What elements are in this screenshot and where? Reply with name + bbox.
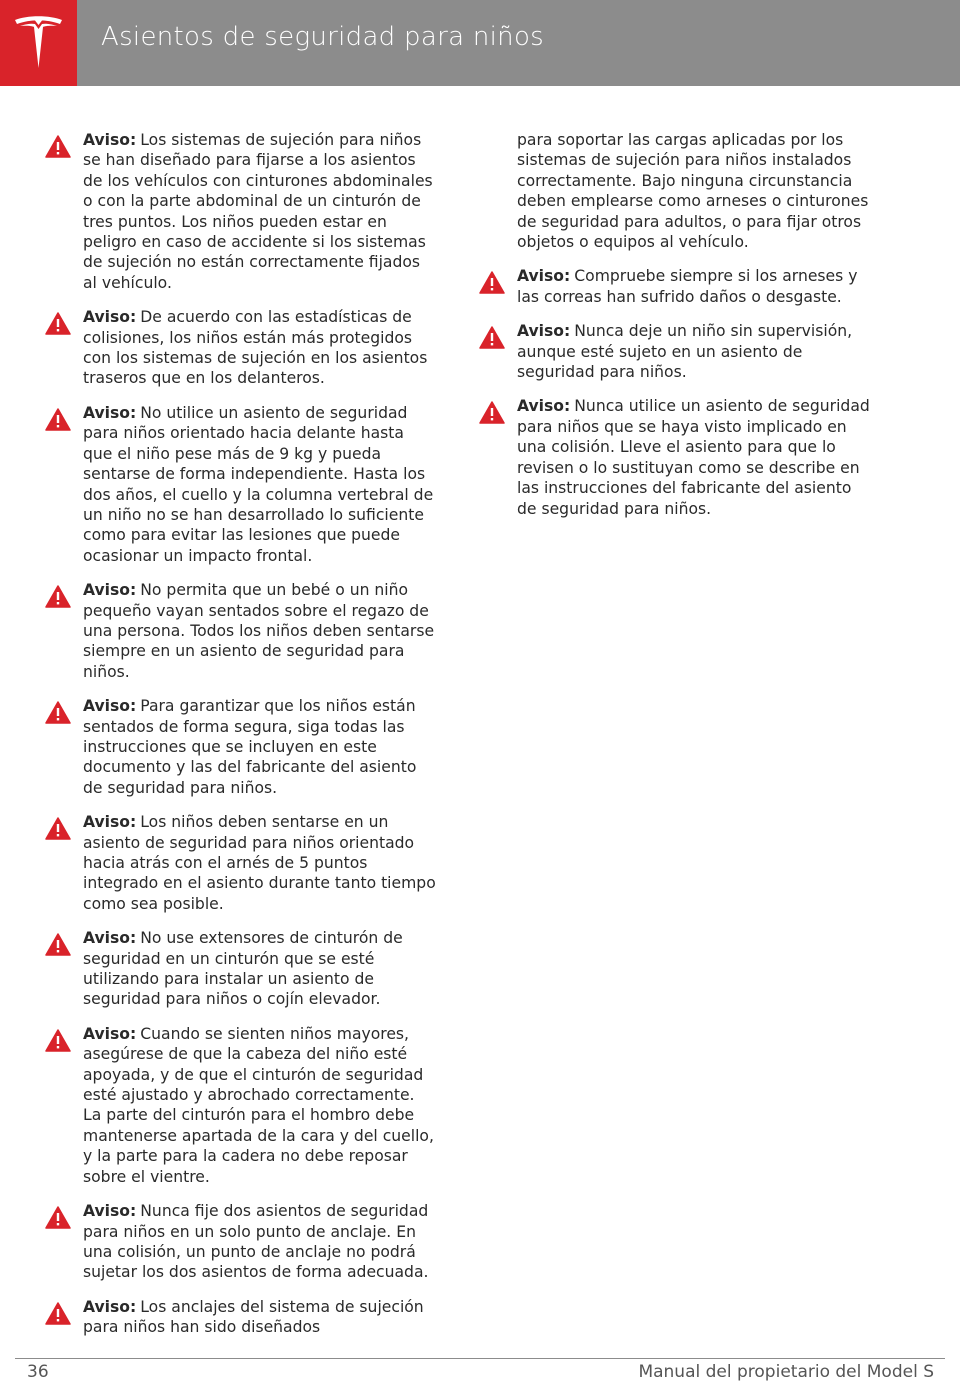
warning-body: No permita que un bebé o un niño pequeño vayan sentados sobre el regazo de una persona. Todos los niños deben sentarse siempre en un asiento de seguridad para niños.: [83, 581, 435, 681]
warning-triangle-icon: [45, 701, 71, 724]
warning-body: Para garantizar que los niños están sentados de forma segura, siga todas las instrucciones que se incluyen en este documento y las del fabricante del asiento de seguridad para niños.: [83, 697, 417, 797]
warning-triangle-icon: [45, 135, 71, 158]
warning-triangle-icon: [45, 312, 71, 335]
warning-triangle-icon: [45, 933, 71, 956]
warning-item: [479, 396, 871, 518]
right-column: [479, 130, 871, 533]
warning-text: [83, 403, 437, 566]
manual-title: Manual del propietario del Model S: [638, 1362, 934, 1382]
warning-body: Cuando se sienten niños mayores, asegúrese de que la cabeza del niño esté apoyada, y de que el cinturón de seguridad esté ajustado y abrochado correctamente. La parte del cinturón para el hombro debe mantenerse apartada de la cara y del cuello, y la parte para la cadera no debe reposar sobre el vientre.: [83, 1024, 434, 1186]
warning-item: [45, 307, 437, 389]
warning-text: [83, 130, 437, 293]
warning-label: Aviso:: [517, 397, 571, 416]
warning-text: [83, 1297, 437, 1338]
warning-text: [517, 396, 871, 518]
warning-triangle-icon: [45, 1302, 71, 1325]
warning-triangle-icon: [45, 1206, 71, 1229]
page-title: Asientos de seguridad para niños: [101, 22, 545, 52]
warning-label: Aviso:: [83, 403, 137, 422]
warning-body: No utilice un asiento de seguridad para niños orientado hacia delante hasta que el niño pese más de 9 kg y pueda sentarse de forma independiente. Hasta los dos años, el cuello y la columna vertebral de un niño no se han desarrollado lo suficiente como para evitar las lesiones que puede ocasionar un impacto frontal.: [83, 403, 434, 565]
warning-body: De acuerdo con las estadísticas de colisiones, los niños están más protegidos con los sistemas de sujeción en los asientos traseros que en los delanteros.: [83, 308, 428, 388]
footer-divider: [15, 1358, 945, 1359]
warning-item: [45, 403, 437, 566]
warning-triangle-icon: [45, 408, 71, 431]
warning-label: Aviso:: [517, 322, 571, 341]
warning-item: [45, 928, 437, 1010]
warning-text: [83, 812, 437, 914]
warning-item: [45, 1201, 437, 1283]
warning-label: Aviso:: [83, 308, 137, 327]
warning-label: Aviso:: [517, 267, 571, 286]
tesla-logo-icon: [12, 14, 65, 72]
warning-label: Aviso:: [83, 929, 137, 948]
warning-body: Nunca fije dos asientos de seguridad para niños en un solo punto de anclaje. En una colisión, un punto de anclaje no podrá sujetar los dos asientos de forma adecuada.: [83, 1202, 429, 1282]
warning-label: Aviso:: [83, 813, 137, 832]
warning-label: Aviso:: [83, 131, 137, 149]
warning-body: Los niños deben sentarse en un asiento de seguridad para niños orientado hacia atrás con el arnés de 5 puntos integrado en el asiento durante tanto tiempo como sea posible.: [83, 813, 436, 913]
warning-text: [83, 1024, 437, 1187]
warning-text: [83, 307, 437, 389]
warning-label: Aviso:: [83, 581, 137, 600]
continued-paragraph: [479, 130, 871, 252]
warning-body: Los anclajes del sistema de sujeción para niños han sido diseñados: [83, 1297, 424, 1337]
warning-body: No use extensores de cinturón de seguridad en un cinturón que se esté utilizando para instalar un asiento de seguridad para niños o cojín elevador.: [83, 929, 403, 1009]
warning-body: Nunca utilice un asiento de seguridad para niños que se haya visto implicado en una colisión. Lleve el asiento para que lo revisen o lo sustituyan como se describe en las instrucciones del fabricante del asiento de seguridad para niños.: [517, 397, 870, 518]
warning-label: Aviso:: [83, 1297, 137, 1316]
page-number: 36: [27, 1362, 49, 1382]
warning-triangle-icon: [45, 585, 71, 608]
warning-item: [45, 812, 437, 914]
warning-text: [83, 696, 437, 798]
warning-item: [45, 130, 437, 293]
warning-body: Los sistemas de sujeción para niños se han diseñado para fijarse a los asientos de los vehículos con cinturones abdominales o con la parte abdominal de un cinturón de tres puntos. Los niños pueden estar en peligro en caso de accidente si los sistemas de sujeción no están correctamente fijados al vehículo.: [83, 131, 433, 292]
warning-label: Aviso:: [83, 1202, 137, 1221]
warning-text: [517, 266, 871, 307]
warning-text: [83, 928, 437, 1010]
page-header: [0, 0, 960, 86]
warning-triangle-icon: [45, 817, 71, 840]
warning-label: Aviso:: [83, 697, 137, 716]
warning-item: [45, 696, 437, 798]
warning-triangle-icon: [479, 271, 505, 294]
left-column: [45, 130, 437, 1352]
warning-triangle-icon: [479, 326, 505, 349]
warning-text: [517, 321, 871, 382]
warning-triangle-icon: [45, 1029, 71, 1052]
warning-body: Compruebe siempre si los arneses y las correas han sufrido daños o desgaste.: [517, 267, 858, 306]
warning-item: [479, 321, 871, 382]
warning-item: [45, 1297, 437, 1338]
warning-text: [83, 1201, 437, 1283]
continued-text: para soportar las cargas aplicadas por los sistemas de sujeción para niños instalados correctamente. Bajo ninguna circunstancia deben emplearse como arneses o cinturones de seguridad para adultos, o para fijar otros objetos o equipos al vehículo.: [517, 131, 869, 252]
warning-triangle-icon: [479, 401, 505, 424]
brand-logo-box: [0, 0, 77, 86]
warning-item: [45, 580, 437, 682]
warning-text: [83, 580, 437, 682]
warning-item: [479, 266, 871, 307]
warning-label: Aviso:: [83, 1024, 137, 1043]
warning-item: [45, 1024, 437, 1187]
warning-body: Nunca deje un niño sin supervisión, aunque esté sujeto en un asiento de seguridad para niños.: [517, 322, 853, 382]
